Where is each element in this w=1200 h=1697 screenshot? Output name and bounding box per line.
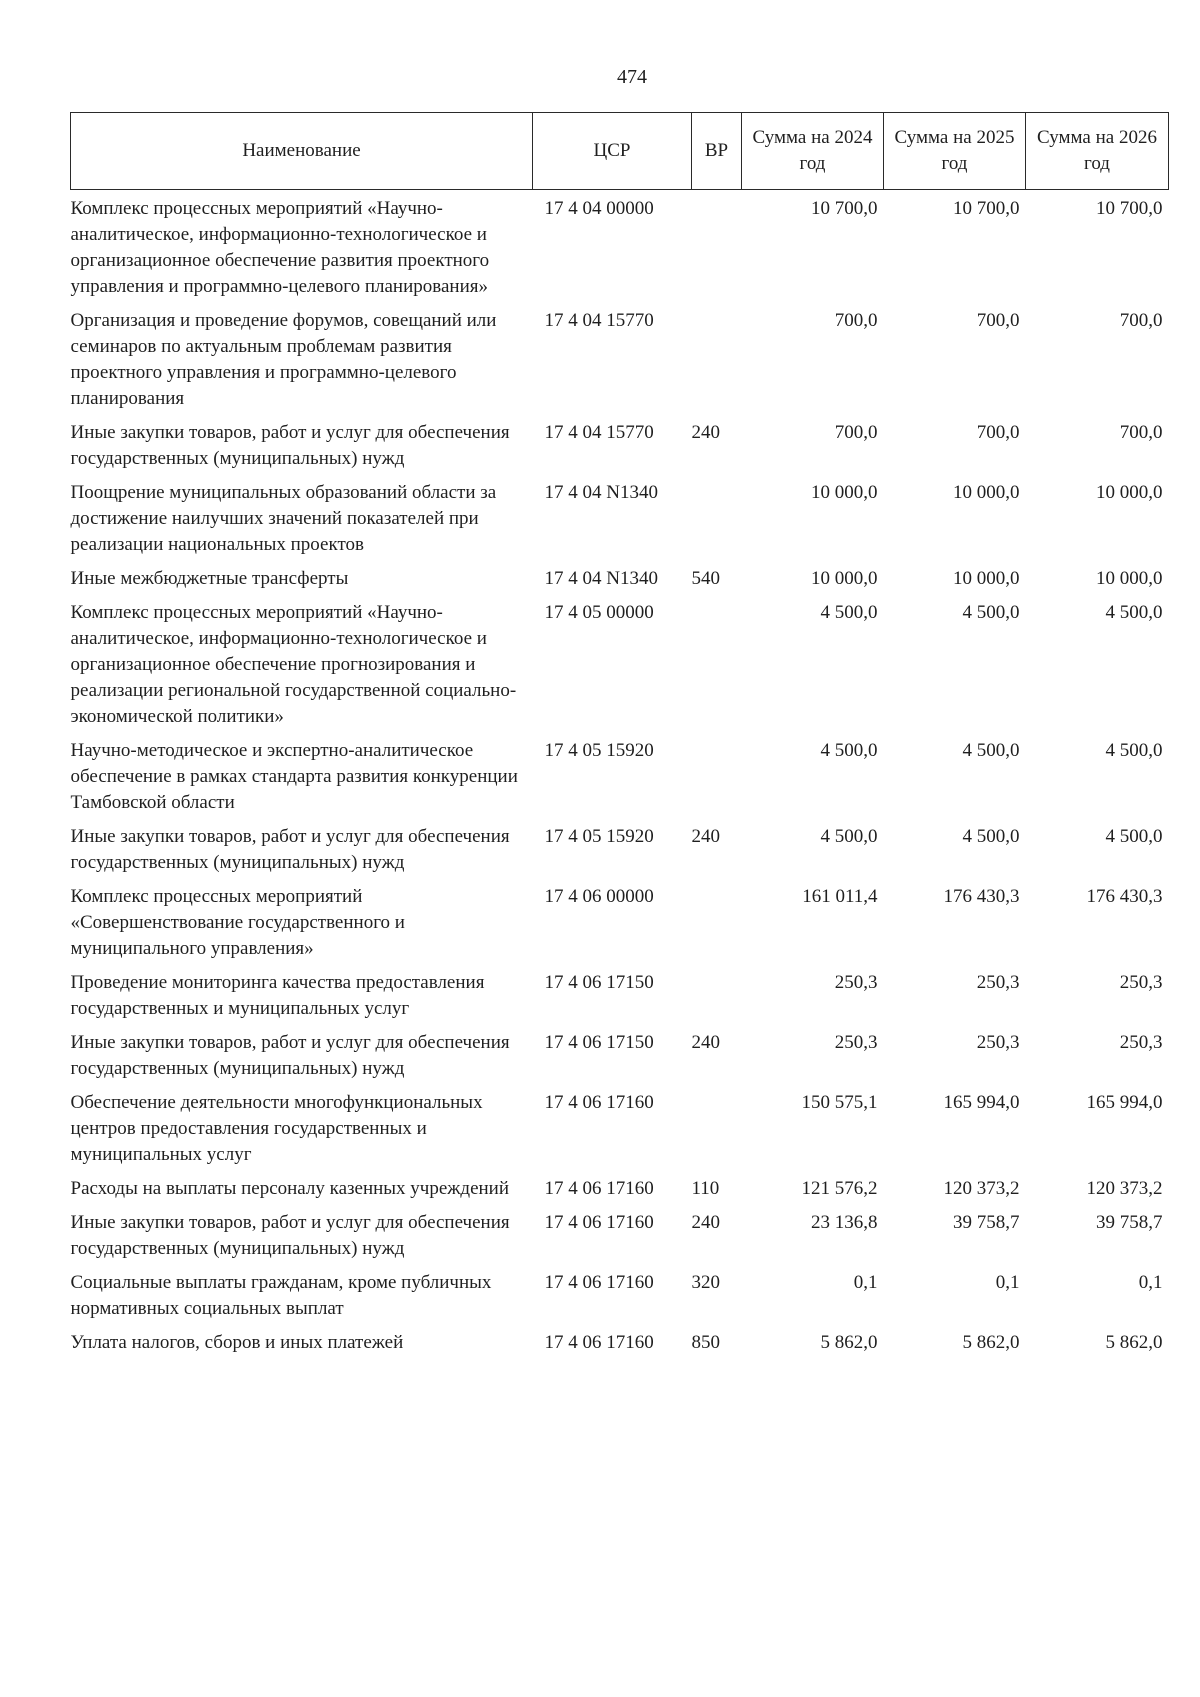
budget-table (70, 112, 1169, 1364)
row-sum-2025: 39 758,7 (953, 1212, 1020, 1233)
row-csr: 17 4 04 N1340 (544, 568, 658, 589)
table-row (71, 1030, 1169, 1090)
row-sum-2025: 176 430,3 (943, 886, 1020, 907)
row-name: Научно-методическое и экспертно-аналитическое обеспечение в рамках стандарта развития конкуренции Тамбовской области (70, 740, 518, 813)
row-vr: 240 (691, 1032, 720, 1053)
row-csr: 17 4 06 17150 (544, 1032, 654, 1053)
row-name: Иные закупки товаров, работ и услуг для обеспечения государственных (муниципальных) нужд (70, 1032, 510, 1079)
row-sum-2024: 150 575,1 (801, 1092, 878, 1113)
table-row (71, 600, 1169, 738)
row-sum-2026: 4 500,0 (1105, 602, 1163, 623)
row-vr: 850 (691, 1332, 720, 1353)
table-row (71, 1330, 1169, 1364)
row-sum-2024: 23 136,8 (811, 1212, 878, 1233)
row-vr (692, 480, 742, 566)
row-sum-2026: 10 000,0 (1096, 568, 1163, 589)
row-sum-2024: 0,1 (853, 1272, 878, 1293)
table-header (71, 113, 1169, 190)
row-vr (692, 190, 742, 309)
row-sum-2025: 120 373,2 (943, 1178, 1020, 1199)
row-name: Уплата налогов, сборов и иных платежей (70, 1332, 404, 1353)
row-sum-2025: 165 994,0 (943, 1092, 1020, 1113)
row-sum-2024: 4 500,0 (820, 740, 878, 761)
row-vr: 240 (691, 1212, 720, 1233)
row-csr: 17 4 04 15770 (544, 310, 654, 331)
table-row (71, 308, 1169, 420)
row-sum-2024: 10 000,0 (811, 568, 878, 589)
row-sum-2024: 5 862,0 (820, 1332, 878, 1353)
row-csr: 17 4 06 17160 (544, 1272, 654, 1293)
header-sum-2026: Сумма на 2026 год (1026, 113, 1169, 190)
row-csr: 17 4 06 17160 (544, 1332, 654, 1353)
row-sum-2024: 10 000,0 (811, 482, 878, 503)
row-sum-2026: 10 000,0 (1096, 482, 1163, 503)
row-name: Организация и проведение форумов, совещаний или семинаров по актуальным проблемам развития проектного управления и программно-целевого планирования (70, 310, 497, 409)
row-name: Иные закупки товаров, работ и услуг для обеспечения государственных (муниципальных) нужд (70, 422, 510, 469)
row-sum-2024: 250,3 (834, 972, 878, 993)
row-csr: 17 4 06 17160 (544, 1092, 654, 1113)
row-sum-2026: 39 758,7 (1096, 1212, 1163, 1233)
header-sum-2024: Сумма на 2024 год (742, 113, 884, 190)
row-sum-2026: 4 500,0 (1105, 740, 1163, 761)
row-sum-2024: 4 500,0 (820, 602, 878, 623)
row-sum-2026: 0,1 (1138, 1272, 1163, 1293)
row-sum-2026: 120 373,2 (1086, 1178, 1163, 1199)
row-csr: 17 4 06 17160 (544, 1212, 654, 1233)
row-sum-2025: 700,0 (976, 422, 1020, 443)
row-sum-2024: 121 576,2 (801, 1178, 878, 1199)
row-sum-2026: 165 994,0 (1086, 1092, 1163, 1113)
row-sum-2025: 4 500,0 (962, 826, 1020, 847)
row-name: Проведение мониторинга качества предоставления государственных и муниципальных услуг (70, 972, 485, 1019)
row-name: Иные межбюджетные трансферты (70, 568, 349, 589)
row-sum-2024: 10 700,0 (811, 198, 878, 219)
table-row (71, 480, 1169, 566)
row-vr (692, 600, 742, 738)
row-csr: 17 4 05 00000 (544, 602, 654, 623)
row-csr: 17 4 04 00000 (544, 198, 654, 219)
row-vr (692, 738, 742, 824)
row-vr: 540 (691, 568, 720, 589)
row-vr: 110 (691, 1178, 720, 1199)
header-sum-2025: Сумма на 2025 год (884, 113, 1026, 190)
row-sum-2025: 700,0 (976, 310, 1020, 331)
row-csr: 17 4 06 17150 (544, 972, 654, 993)
header-csr: ЦСР (533, 113, 692, 190)
table-row (71, 566, 1169, 600)
row-sum-2025: 10 000,0 (953, 568, 1020, 589)
row-sum-2024: 161 011,4 (802, 886, 878, 907)
row-csr: 17 4 04 N1340 (544, 482, 658, 503)
row-csr: 17 4 06 17160 (544, 1178, 654, 1199)
row-name: Поощрение муниципальных образований области за достижение наилучших значений показателей при реализации национальных проектов (70, 482, 497, 555)
page-number: 474 (617, 66, 647, 88)
row-sum-2025: 10 700,0 (953, 198, 1020, 219)
row-sum-2025: 4 500,0 (962, 602, 1020, 623)
row-sum-2026: 250,3 (1119, 1032, 1163, 1053)
row-sum-2026: 10 700,0 (1096, 198, 1163, 219)
table-row (71, 884, 1169, 970)
table-row (71, 190, 1169, 309)
table-row (71, 1090, 1169, 1176)
row-sum-2026: 700,0 (1119, 422, 1163, 443)
row-sum-2024: 4 500,0 (820, 826, 878, 847)
row-csr: 17 4 05 15920 (544, 826, 654, 847)
row-name: Комплекс процессных мероприятий «Совершенствование государственного и муниципального управления» (70, 886, 405, 959)
header-vr: ВР (692, 113, 742, 190)
row-sum-2026: 700,0 (1119, 310, 1163, 331)
row-sum-2025: 4 500,0 (962, 740, 1020, 761)
row-name: Комплекс процессных мероприятий «Научно-аналитическое, информационно-технологическое и организационное обеспечение прогнозирования и реализации региональной государственной социально-экономической политики» (70, 602, 517, 727)
row-csr: 17 4 06 00000 (544, 886, 654, 907)
table-row (71, 1176, 1169, 1210)
row-sum-2025: 10 000,0 (953, 482, 1020, 503)
row-csr: 17 4 05 15920 (544, 740, 654, 761)
table-row (71, 738, 1169, 824)
row-name: Социальные выплаты гражданам, кроме публичных нормативных социальных выплат (70, 1272, 492, 1319)
row-sum-2025: 0,1 (995, 1272, 1020, 1293)
row-vr: 320 (691, 1272, 720, 1293)
row-name: Иные закупки товаров, работ и услуг для обеспечения государственных (муниципальных) нужд (70, 826, 510, 873)
row-vr (692, 884, 742, 970)
table-body (71, 190, 1169, 1365)
row-vr (692, 308, 742, 420)
row-name: Обеспечение деятельности многофункциональных центров предоставления государственных и муниципальных услуг (70, 1092, 483, 1165)
row-sum-2026: 176 430,3 (1086, 886, 1163, 907)
row-sum-2025: 250,3 (976, 1032, 1020, 1053)
table-row (71, 420, 1169, 480)
header-name: Наименование (71, 113, 533, 190)
row-sum-2025: 5 862,0 (962, 1332, 1020, 1353)
row-sum-2026: 250,3 (1119, 972, 1163, 993)
row-vr (692, 970, 742, 1030)
row-sum-2024: 700,0 (834, 422, 878, 443)
row-sum-2024: 700,0 (834, 310, 878, 331)
row-sum-2026: 5 862,0 (1105, 1332, 1163, 1353)
row-name: Расходы на выплаты персоналу казенных учреждений (70, 1178, 510, 1199)
row-vr: 240 (691, 826, 720, 847)
table-row (71, 824, 1169, 884)
table-row (71, 970, 1169, 1030)
table-row (71, 1210, 1169, 1270)
row-name: Иные закупки товаров, работ и услуг для обеспечения государственных (муниципальных) нужд (70, 1212, 510, 1259)
table-row (71, 1270, 1169, 1330)
row-csr: 17 4 04 15770 (544, 422, 654, 443)
row-sum-2024: 250,3 (834, 1032, 878, 1053)
row-vr (692, 1090, 742, 1176)
row-sum-2026: 4 500,0 (1105, 826, 1163, 847)
row-sum-2025: 250,3 (976, 972, 1020, 993)
row-vr: 240 (691, 422, 720, 443)
row-name: Комплекс процессных мероприятий «Научно-аналитическое, информационно-технологическое и организационное обеспечение развития проектного управления и программно-целевого планирования» (70, 198, 490, 297)
